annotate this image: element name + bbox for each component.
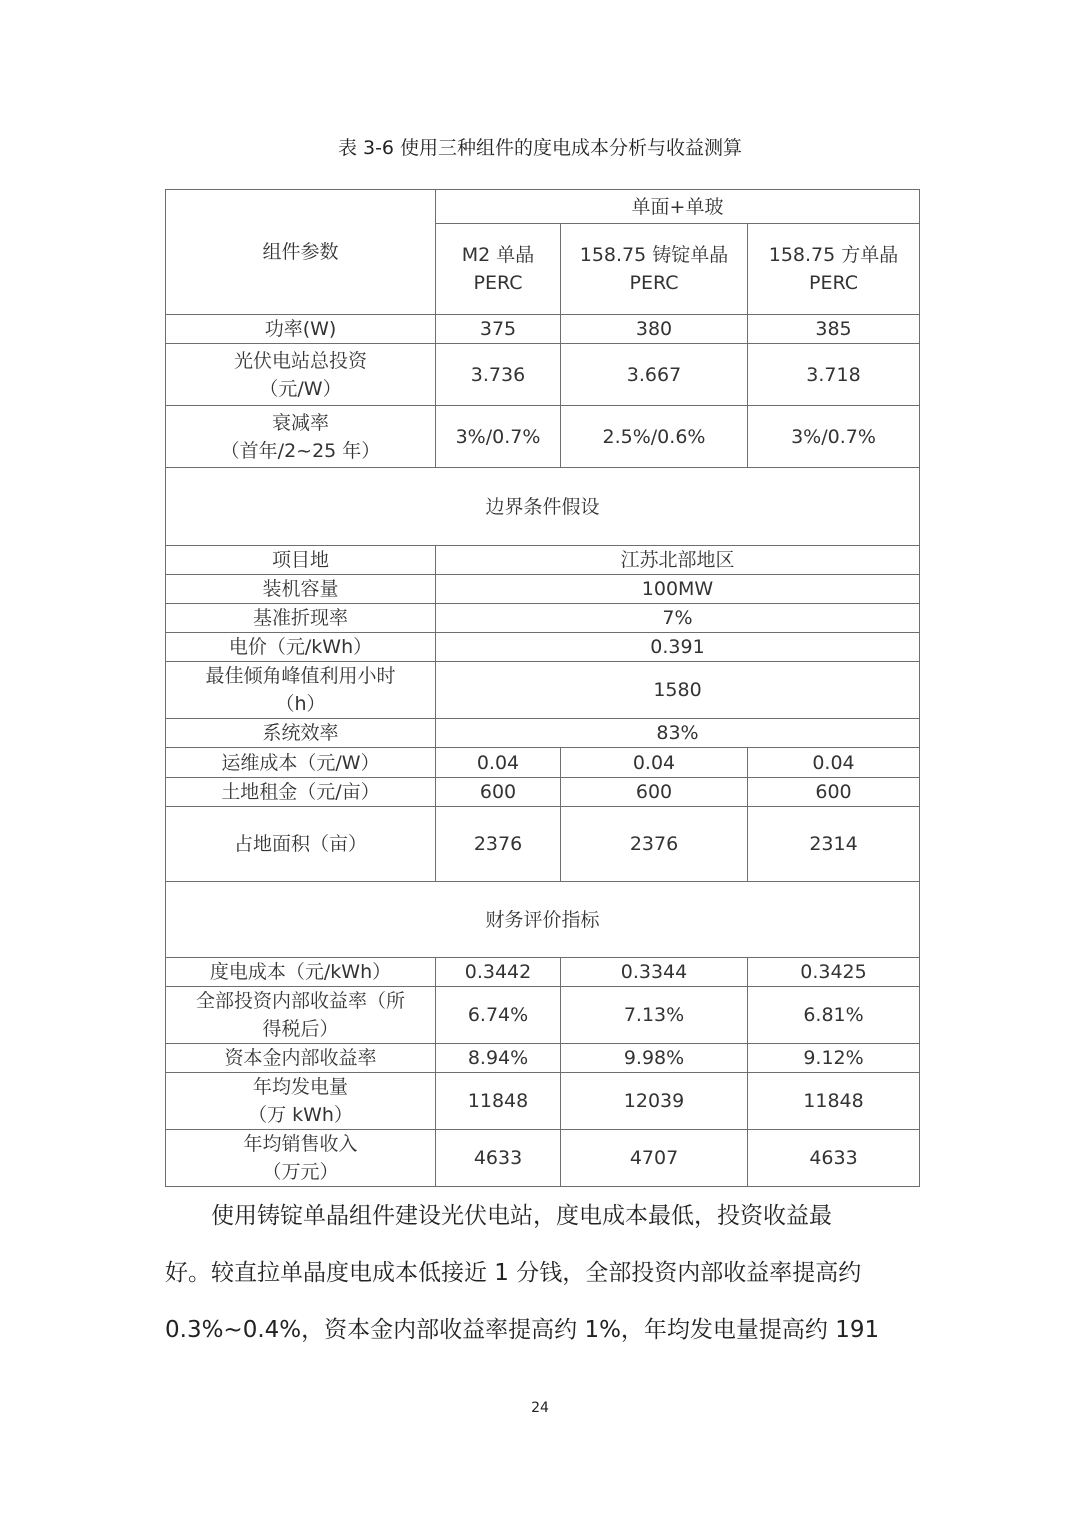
section-row-boundary bbox=[166, 468, 920, 546]
row-label: 光伏电站总投资 （元/W） bbox=[166, 344, 436, 406]
section-title: 财务评价指标 bbox=[166, 882, 920, 958]
table-row bbox=[166, 748, 920, 778]
cell: 385 bbox=[748, 315, 920, 344]
row-label: 年均销售收入 （万元） bbox=[166, 1130, 436, 1187]
table-row bbox=[166, 662, 920, 719]
table-caption: 表 3-6 使用三种组件的度电成本分析与收益测算 bbox=[337, 137, 743, 159]
table-row bbox=[166, 633, 920, 662]
cell: 375 bbox=[436, 315, 561, 344]
row-label: 系统效率 bbox=[166, 719, 436, 748]
cell: 4633 bbox=[748, 1130, 920, 1187]
cell: 600 bbox=[561, 778, 748, 807]
cell: 3%/0.7% bbox=[436, 406, 561, 468]
cell: 12039 bbox=[561, 1073, 748, 1130]
cell: 4633 bbox=[436, 1130, 561, 1187]
table-row bbox=[166, 987, 920, 1044]
col-header: M2 单晶 PERC bbox=[436, 224, 561, 315]
merged-cell: 1580 bbox=[436, 662, 920, 719]
merged-cell: 7% bbox=[436, 604, 920, 633]
merged-cell: 0.391 bbox=[436, 633, 920, 662]
table-row bbox=[166, 575, 920, 604]
cell: 3%/0.7% bbox=[748, 406, 920, 468]
table-row bbox=[166, 406, 920, 468]
paragraph-line: 好。较直拉单晶度电成本低接近 1 分钱，全部投资内部收益率提高约 bbox=[165, 1260, 862, 1286]
cell: 0.04 bbox=[561, 748, 748, 778]
section-row-finance bbox=[166, 882, 920, 958]
col-header: 158.75 铸锭单晶 PERC bbox=[561, 224, 748, 315]
table-row bbox=[166, 1073, 920, 1130]
row-label: 全部投资内部收益率（所 得税后） bbox=[166, 987, 436, 1044]
paragraph-line: 0.3%~0.4%，资本金内部收益率提高约 1%，年均发电量提高约 191 bbox=[165, 1317, 880, 1343]
cell: 9.98% bbox=[561, 1044, 748, 1073]
table-row bbox=[166, 1044, 920, 1073]
cell: 2.5%/0.6% bbox=[561, 406, 748, 468]
cell: 4707 bbox=[561, 1130, 748, 1187]
cell: 6.74% bbox=[436, 987, 561, 1044]
page-number: 24 bbox=[531, 1400, 549, 1416]
row-label: 功率(W) bbox=[166, 315, 436, 344]
row-label: 土地租金（元/亩） bbox=[166, 778, 436, 807]
cell: 3.667 bbox=[561, 344, 748, 406]
cell: 2314 bbox=[748, 807, 920, 882]
cell: 11848 bbox=[436, 1073, 561, 1130]
table-row bbox=[166, 315, 920, 344]
row-label: 运维成本（元/W） bbox=[166, 748, 436, 778]
cell: 600 bbox=[436, 778, 561, 807]
table-row bbox=[166, 958, 920, 987]
cell: 600 bbox=[748, 778, 920, 807]
header-row-group bbox=[166, 190, 920, 224]
row-label: 装机容量 bbox=[166, 575, 436, 604]
table-row bbox=[166, 807, 920, 882]
table-row bbox=[166, 344, 920, 406]
table-row bbox=[166, 604, 920, 633]
cell: 0.3344 bbox=[561, 958, 748, 987]
cell: 0.04 bbox=[748, 748, 920, 778]
group-header-cell: 单面+单玻 bbox=[436, 190, 920, 224]
cell: 9.12% bbox=[748, 1044, 920, 1073]
row-label: 最佳倾角峰值利用小时 （h） bbox=[166, 662, 436, 719]
cost-analysis-table bbox=[165, 189, 920, 1187]
paragraph-line: 使用铸锭单晶组件建设光伏电站，度电成本最低，投资收益最 bbox=[211, 1203, 832, 1229]
row-label: 度电成本（元/kWh） bbox=[166, 958, 436, 987]
cell: 0.04 bbox=[436, 748, 561, 778]
cell: 2376 bbox=[561, 807, 748, 882]
cell: 0.3425 bbox=[748, 958, 920, 987]
row-label: 基准折现率 bbox=[166, 604, 436, 633]
merged-cell: 100MW bbox=[436, 575, 920, 604]
param-header-cell: 组件参数 bbox=[166, 190, 436, 315]
body-paragraph bbox=[165, 1188, 919, 1359]
table-row bbox=[166, 546, 920, 575]
cell: 3.736 bbox=[436, 344, 561, 406]
table-row bbox=[166, 719, 920, 748]
section-title: 边界条件假设 bbox=[166, 468, 920, 546]
cell: 7.13% bbox=[561, 987, 748, 1044]
col-header: 158.75 方单晶 PERC bbox=[748, 224, 920, 315]
row-label: 项目地 bbox=[166, 546, 436, 575]
row-label: 年均发电量 （万 kWh） bbox=[166, 1073, 436, 1130]
row-label: 资本金内部收益率 bbox=[166, 1044, 436, 1073]
cell: 6.81% bbox=[748, 987, 920, 1044]
row-label: 衰减率 （首年/2~25 年） bbox=[166, 406, 436, 468]
cell: 11848 bbox=[748, 1073, 920, 1130]
cell: 8.94% bbox=[436, 1044, 561, 1073]
cell: 3.718 bbox=[748, 344, 920, 406]
row-label: 占地面积（亩） bbox=[166, 807, 436, 882]
merged-cell: 江苏北部地区 bbox=[436, 546, 920, 575]
table-row bbox=[166, 778, 920, 807]
cell: 0.3442 bbox=[436, 958, 561, 987]
merged-cell: 83% bbox=[436, 719, 920, 748]
row-label: 电价（元/kWh） bbox=[166, 633, 436, 662]
cell: 2376 bbox=[436, 807, 561, 882]
cell: 380 bbox=[561, 315, 748, 344]
table-row bbox=[166, 1130, 920, 1187]
